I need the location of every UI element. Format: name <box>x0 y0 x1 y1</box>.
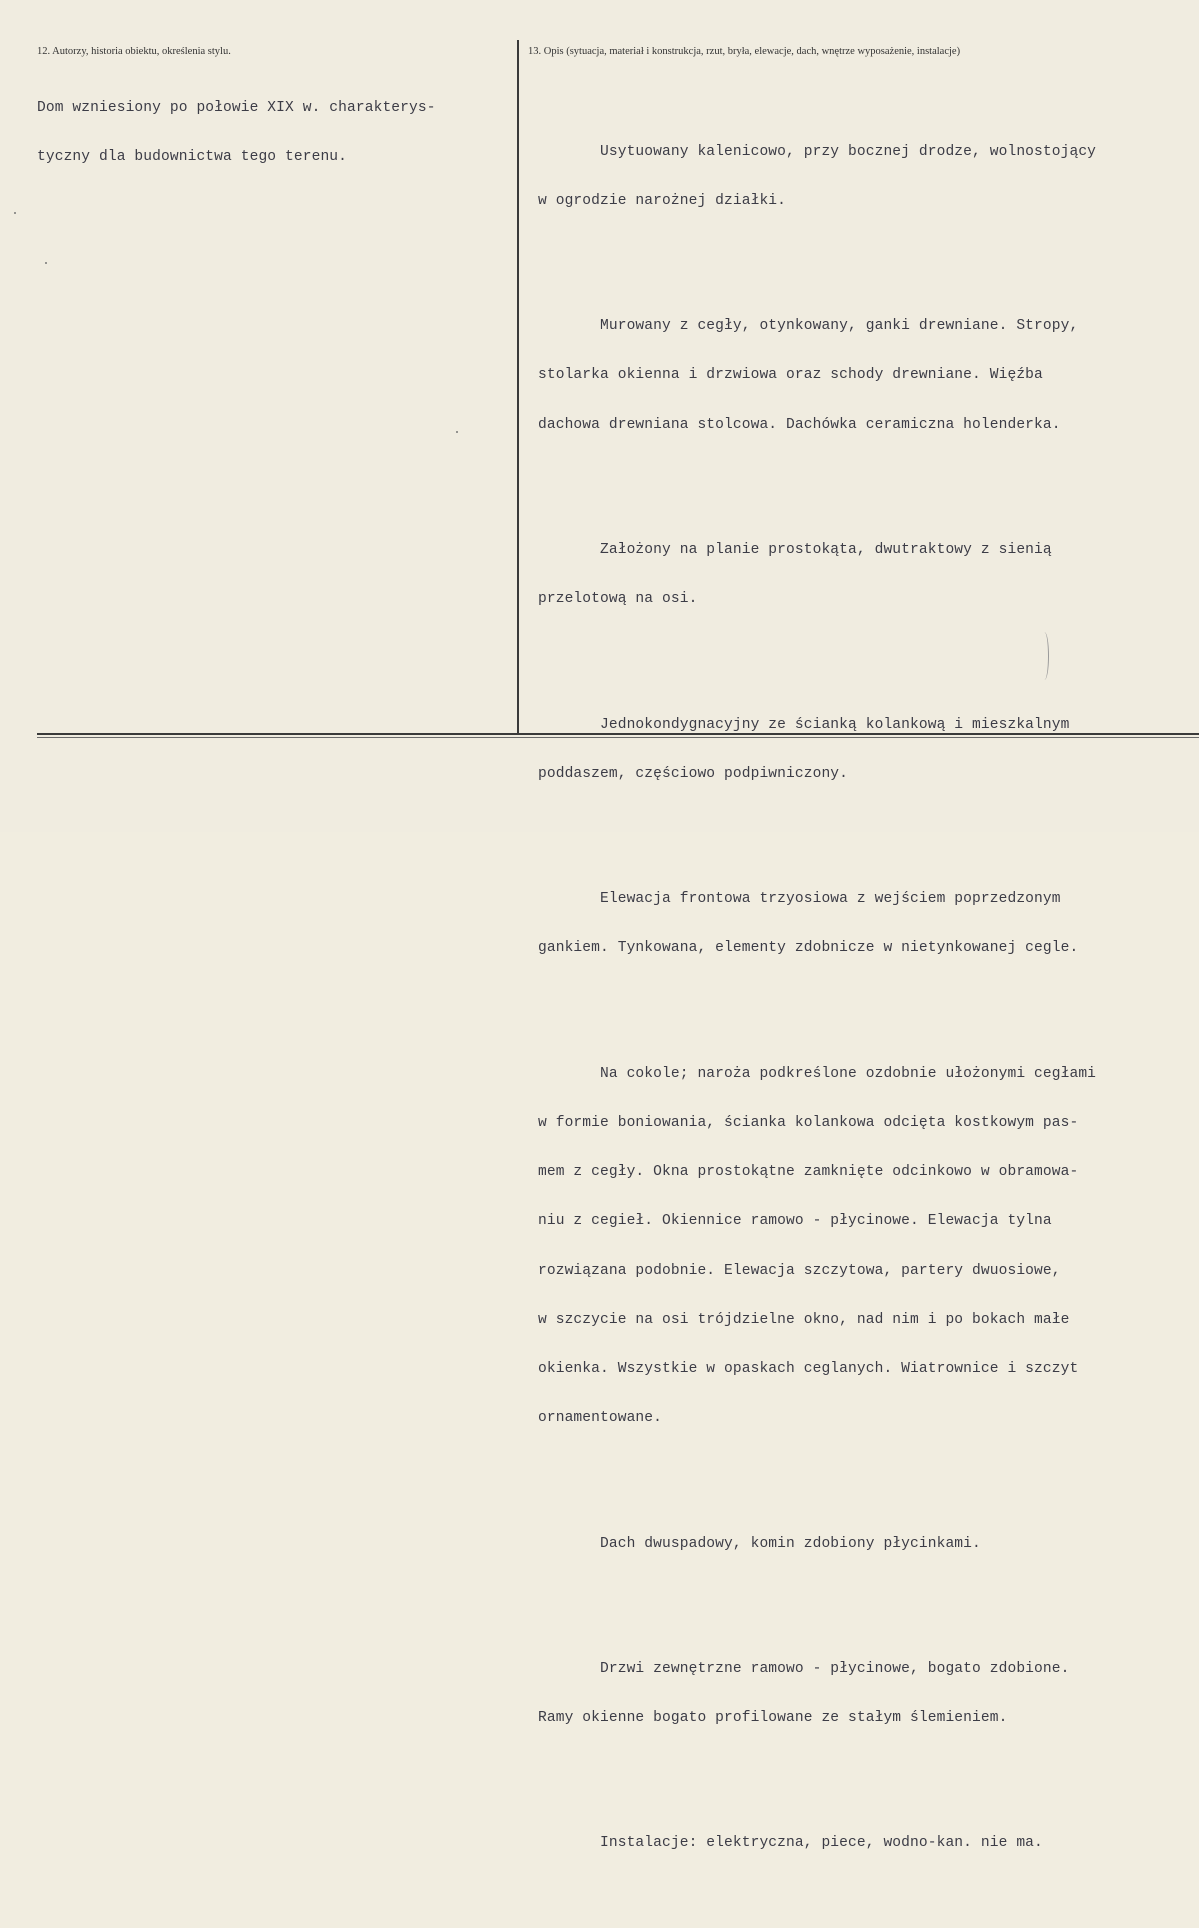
description-line: w formie boniowania, ścianka kolankowa odcięta kostkowym pas- <box>538 1114 1079 1131</box>
description-line: Murowany z cegły, otynkowany, ganki drewniane. Stropy, <box>538 318 1079 335</box>
description-line: niu z cegieł. Okiennice ramowo - płycinowe. Elewacja tylna <box>538 1213 1052 1230</box>
paper-speck <box>14 212 16 214</box>
paper-speck <box>456 431 458 433</box>
section-13-heading: 13. Opis (sytuacja, materiał i konstrukcja, rzut, bryła, elewacje, dach, wnętrze wyposażenie, instalacje) <box>528 46 961 57</box>
description-paragraph <box>538 858 1178 989</box>
description-line: stolarka okienna i drzwiowa oraz schody drewniane. Więźba <box>538 367 1043 384</box>
description-line: Drzwi zewnętrzne ramowo - płycinowe, bogato zdobione. <box>538 1660 1070 1677</box>
description-line: dachowa drewniana stolcowa. Dachówka ceramiczna holenderka. <box>538 416 1061 433</box>
description-line: Na cokole; naroża podkreślone ozdobnie ułożonymi cegłami <box>538 1065 1097 1082</box>
description-line: Jednokondygnacyjny ze ścianką kolankową i mieszkalnym <box>538 716 1070 733</box>
description-line: w szczycie na osi trójdzielne okno, nad nim i po bokach małe <box>538 1311 1070 1328</box>
description-line: gankiem. Tynkowana, elementy zdobnicze w nietynkowanej cegle. <box>538 940 1079 957</box>
description-paragraph <box>538 285 1178 465</box>
description-paragraph <box>538 1628 1178 1759</box>
description-paragraph <box>538 111 1178 242</box>
description-line: okienka. Wszystkie w opaskach ceglanych. Wiatrownice i szczyt <box>538 1360 1079 1377</box>
description-line: Ramy okienne bogato profilowane ze stałym ślemieniem. <box>538 1710 1008 1727</box>
description-line: Elewacja frontowa trzyosiowa z wejściem poprzedzonym <box>538 891 1061 908</box>
description-line: poddaszem, częściowo podpiwniczony. <box>538 765 849 782</box>
description-line: Instalacje: elektryczna, piece, wodno-kan. nie ma. <box>538 1835 1043 1852</box>
description-paragraph <box>538 509 1178 640</box>
pencil-mark <box>1040 632 1049 680</box>
description-line: przelotową na osi. <box>538 591 698 608</box>
description-paragraph <box>538 684 1178 815</box>
description-line: Założony na planie prostokąta, dwutraktowy z sienią <box>538 541 1052 558</box>
section-12-text <box>37 67 436 198</box>
column-divider <box>517 40 519 733</box>
paper-speck <box>45 262 47 264</box>
description-line: Dach dwuspadowy, komin zdobiony płycinkami. <box>538 1535 981 1552</box>
description-line: ornamentowane. <box>538 1410 663 1427</box>
section-12-line: Dom wzniesiony po połowie XIX w. charakterys- <box>37 99 436 116</box>
description-paragraph <box>538 1503 1178 1585</box>
description-line: w ogrodzie narożnej działki. <box>538 192 787 209</box>
section-12-line: tyczny dla budownictwa tego terenu. <box>37 149 348 166</box>
section-13-text <box>538 78 1178 1928</box>
description-paragraph <box>538 1033 1178 1460</box>
description-line: mem z cegły. Okna prostokątne zamknięte odcinkowo w obramowa- <box>538 1164 1079 1181</box>
description-line: rozwiązana podobnie. Elewacja szczytowa, partery dwuosiowe, <box>538 1262 1061 1279</box>
description-line: Usytuowany kalenicowo, przy bocznej drodze, wolnostojący <box>538 143 1097 160</box>
section-12-heading: 12. Autorzy, historia obiektu, określenia stylu. <box>37 46 231 57</box>
description-paragraph <box>538 1803 1178 1885</box>
